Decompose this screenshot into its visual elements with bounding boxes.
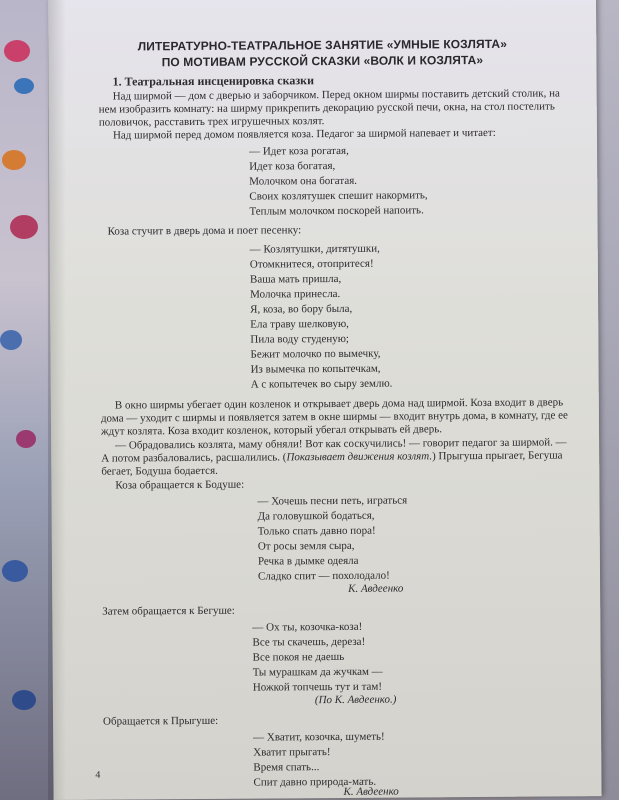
verse-line: Пила воду студеную;: [250, 332, 350, 346]
fabric-flower: [0, 330, 22, 350]
verse-line: Из вымечка по копытечкам,: [250, 362, 381, 376]
author-credit: К. Авдеенко: [348, 582, 404, 595]
fabric-flower: [2, 560, 28, 582]
verse-line: Сладко спит — похолодало!: [257, 569, 390, 583]
text-line-mixed: [101, 449, 562, 465]
text-line: В окно ширмы убегает один козленок и открывает дверь дома над ширмой. Коза входит в дверь: [114, 396, 564, 412]
section-heading: 1. Театральная инсценировка сказки: [112, 73, 315, 89]
fabric-flower: [4, 40, 30, 62]
verse-line: Спит давно природа-мать.: [253, 775, 377, 789]
verse-line: А с копытечек во сыру землю.: [250, 377, 393, 391]
fabric-flower: [14, 78, 34, 94]
verse-line: Да головушкой бодаться,: [257, 509, 375, 523]
stage-direction: Показывает движения козлят.: [286, 450, 433, 464]
author-credit: (По К. Авдеенко.): [314, 693, 397, 707]
verse-line: Теплым молочком поскорей напоить.: [249, 204, 424, 218]
verse-line: Ела траву шелковую,: [250, 317, 349, 331]
to-begusha-line: Затем обращается к Бегуше:: [102, 604, 235, 618]
text-fragment: А потом разбаловались, расшалились. (: [101, 451, 287, 465]
fabric-flower: [2, 150, 26, 170]
author-credit: К. Авдеенко: [343, 785, 399, 798]
verse-line: Молочка принесла.: [250, 287, 341, 301]
text-line: Над ширмой — дом с дверью и заборчиком. Перед окном ширмы поставить детский столик, на: [112, 87, 560, 103]
verse-line: — Козлятушки, дитятушки,: [249, 242, 380, 256]
verse-line: Отомкнитеся, отопритеся!: [249, 257, 374, 271]
page-number: 4: [95, 769, 101, 781]
book-page: [48, 0, 602, 800]
to-prygusha-line: Обращается к Прыгуше:: [102, 714, 219, 728]
verse-line: Время спать...: [253, 761, 320, 774]
text-fragment: ) Прыгуша прыгает, Бегуша: [432, 449, 563, 463]
verse-line: Речка в дымке одеяла: [257, 554, 359, 568]
text-line: дома — уходит с ширмы и появляется затем в окне ширмы — входит внутрь дома, в комнату, где ее: [100, 409, 568, 425]
verse-line: — Ох ты, козочка-коза!: [252, 620, 363, 634]
fabric-flower: [12, 690, 36, 710]
verse-line: Ваша мать пришла,: [249, 272, 342, 286]
text-line: бегает, Бодуша бодается.: [101, 464, 218, 478]
page-fold-shadow: [48, 0, 66, 800]
verse-line: От росы земля сыра,: [257, 539, 355, 553]
verse-line: Все покоя не даешь: [252, 650, 345, 664]
fabric-flower: [10, 215, 38, 239]
text-line: — Обрадовались козлята, маму обняли! Вот как соскучились! — говорит педагог за ширмой. —: [115, 436, 567, 452]
verse-line: Молочком она богатая.: [249, 174, 358, 188]
page-title-line1: ЛИТЕРАТУРНО-ТЕАТРАЛЬНОЕ ЗАНЯТИЕ «УМНЫЕ КОЗЛЯТА»: [137, 36, 507, 54]
text-line: нем изобразить комнату: на ширму прикрепить декорацию русской печи, окна, на стол постелить: [98, 100, 555, 116]
verse-line: Я, коза, во бору была,: [250, 302, 353, 316]
text-line: Над ширмой перед домом появляется коза. Педагог за ширмой напевает и читает:: [112, 126, 496, 142]
page-title-line2: ПО МОТИВАМ РУССКОЙ СКАЗКИ «ВОЛК И КОЗЛЯТА»: [161, 52, 484, 70]
fabric-flower: [16, 430, 36, 448]
verse-line: Ножкой топчешь тут и там!: [252, 680, 383, 694]
verse-line: — Идет коза рогатая,: [249, 144, 349, 158]
verse-line: Ты мурашкам да жучкам —: [252, 665, 383, 679]
text-line: половичок, расставить трех игрушечных козлят.: [98, 115, 325, 129]
verse-line: Хватит прыгать!: [253, 746, 331, 759]
text-line: ждут козлята. Коза входит козленок, который убегал открывать ей дверь.: [100, 423, 443, 438]
verse-line: — Хватит, козочка, шуметь!: [253, 730, 385, 744]
knock-line: Коза стучит в дверь дома и поет песенку:: [107, 224, 302, 238]
verse-line: Идет коза богатая,: [249, 159, 336, 173]
verse-line: Только спать давно пора!: [257, 524, 376, 538]
verse-line: Своих козлятушек спешит накормить,: [249, 189, 428, 203]
verse-line: Все ты скачешь, дереза!: [252, 635, 366, 649]
verse-line: — Хочешь песни петь, играться: [257, 494, 408, 508]
to-bodusha-line: Коза обращается к Бодуше:: [115, 478, 245, 492]
verse-line: Бежит молочко по вымечку,: [250, 347, 381, 361]
